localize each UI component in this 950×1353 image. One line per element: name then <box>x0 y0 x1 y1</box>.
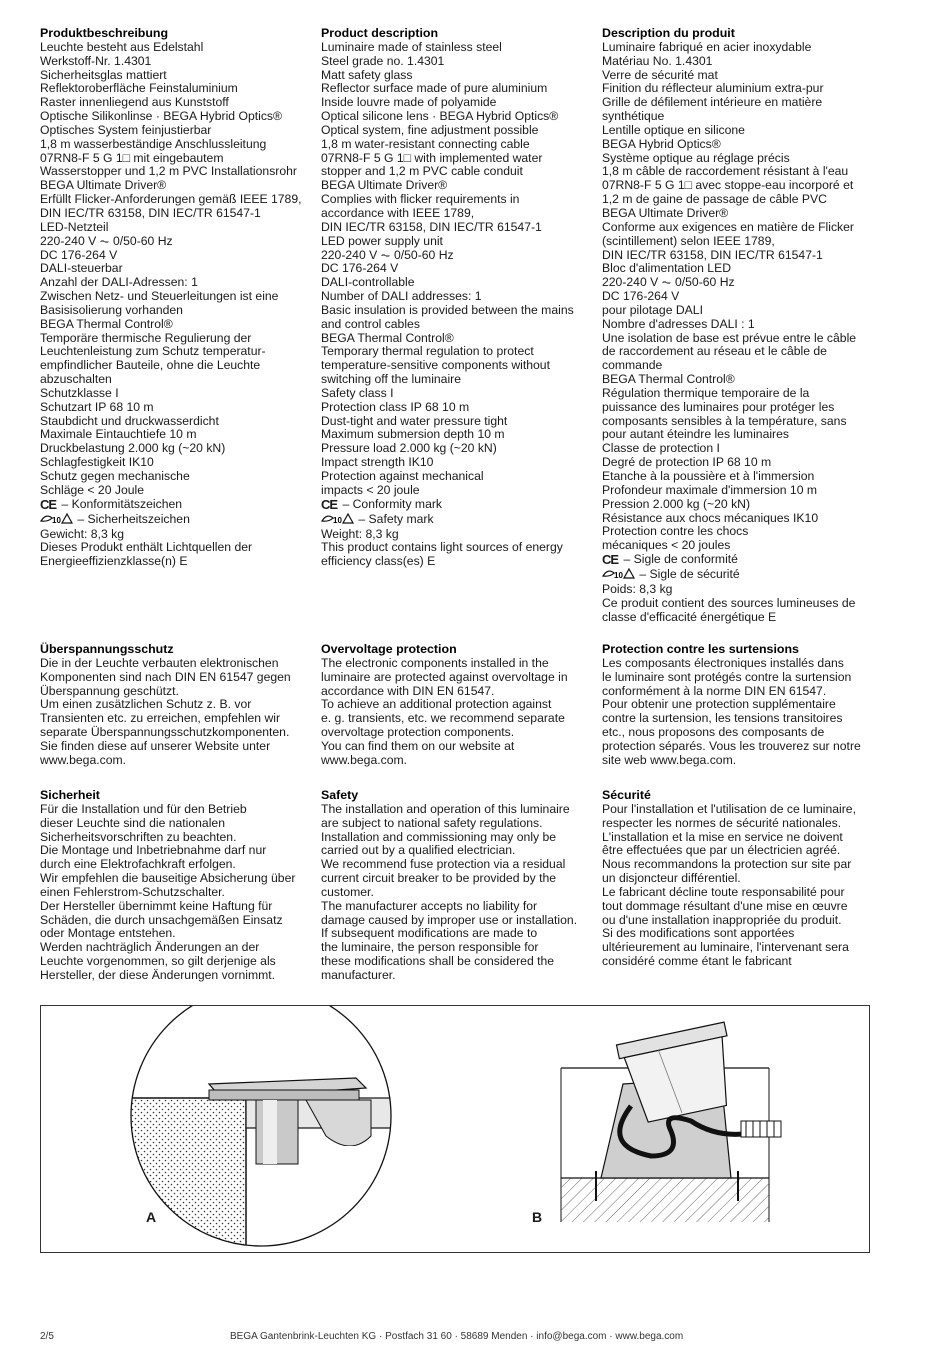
text-line: site web www.bega.com. <box>602 752 737 767</box>
text-line: Druckbelastung 2.000 kg (~20 kN) <box>40 441 226 456</box>
text-line: Weight: 8,3 kg <box>321 526 399 541</box>
text-line: Safety class I <box>321 385 394 400</box>
text-line: Reflektoroberfläche Feinstaluminium <box>40 81 238 96</box>
text-line: Staubdicht und druckwasserdicht <box>40 413 219 428</box>
overvoltage-de <box>40 643 312 768</box>
text-line: Système optique au réglage précis <box>602 150 790 165</box>
text-line: BEGA Thermal Control® <box>602 372 735 387</box>
page-number: 2/5 <box>40 1331 54 1342</box>
text-line: Basic insulation is provided between the mains <box>321 302 574 317</box>
text-line: 1,8 m water-resistant connecting cable <box>321 136 530 151</box>
text-line: pour autant éteindre les luminaires <box>602 427 789 442</box>
text-line: être effectuées que par un électricien agréé. <box>602 843 841 858</box>
detail-b-drawing <box>561 1022 781 1222</box>
text-line: Si des modifications sont apportées <box>602 926 795 941</box>
text-line: Etanche à la poussière et à l'immersion <box>602 469 815 483</box>
text-line: (scintillement) selon IEEE 1789, <box>602 233 775 248</box>
text-line: Basisisolierung vorhanden <box>40 302 183 317</box>
text-line: impacts < 20 joule <box>321 482 420 497</box>
text-line: Nombre d'adresses DALI : 1 <box>602 316 755 331</box>
text-line: ultérieurement au luminaire, l'intervenant sera <box>602 940 849 955</box>
section-title: Produktbeschreibung <box>40 26 169 40</box>
text-line: 1,8 m wasserbeständige Anschlussleitung <box>40 136 267 151</box>
text-line: Wir empfehlen die bauseitige Absicherung über <box>40 871 296 886</box>
text-line: Schäden, die durch unsachgemäßen Einsatz <box>40 912 283 927</box>
text-line: respecter les normes de sécurité nationales. <box>602 815 842 830</box>
overvoltage-fr <box>602 643 874 768</box>
text-line: Schutzklasse I <box>40 385 119 400</box>
text-line: Finition du réflecteur aluminium extra-pur <box>602 81 824 96</box>
text-line: empfindlicher Bauteile, ohne die Leuchte <box>40 358 261 373</box>
text-line: pour pilotage DALI <box>602 302 703 317</box>
text-line: Komponenten sind nach DIN EN 61547 gegen <box>40 669 291 684</box>
text-line: You can find them on our website at <box>321 738 515 753</box>
text-line: Poids: 8,3 kg <box>602 581 673 596</box>
section-title: Protection contre les surtensions <box>602 642 799 656</box>
text-line: Hersteller, der diese Änderungen vornimmt. <box>40 967 276 982</box>
text-line: considéré comme étant le fabricant <box>602 954 792 969</box>
text-line: Une isolation de base est prévue entre le câble <box>602 330 857 345</box>
text-line: This product contains light sources of energy <box>321 540 563 555</box>
text-line: luminaire are protected against overvoltage in <box>321 669 568 684</box>
text-line: Luminaire made of stainless steel <box>321 39 502 54</box>
text-line: Schläge < 20 Joule <box>40 482 145 497</box>
text-line: Schutzart IP 68 10 m <box>40 399 154 414</box>
text-line: Conforme aux exigences en matière de Flicker <box>602 219 854 234</box>
text-lines <box>602 803 874 969</box>
text-line: DIN IEC/TR 63158, DIN IEC/TR 61547-1 <box>40 205 261 220</box>
text-line: The installation and operation of this luminaire <box>321 801 570 816</box>
svg-text:10: 10 <box>333 515 342 524</box>
text-line: DALI-steuerbar <box>40 261 123 276</box>
text-line: Temporäre thermische Regulierung der <box>40 330 252 345</box>
text-line: Transienten etc. zu erreichen, empfehlen wir <box>40 711 281 726</box>
figure-label-b: B <box>532 1209 543 1225</box>
text-line: Installation and commissioning may only be <box>321 829 557 844</box>
text-line: efficiency class(es) E <box>321 554 436 569</box>
text-line: protection séparés. Vous les trouverez sur notre <box>602 738 861 753</box>
text-line: etc., nous proposons des composants de <box>602 725 825 740</box>
text-lines <box>40 803 312 983</box>
text-line: de raccordement au réseau et le câble de <box>602 344 827 359</box>
text-line: Inside louvre made of polyamide <box>321 95 497 110</box>
text-line: synthétique <box>602 109 665 124</box>
text-line: switching off the luminaire <box>321 372 462 387</box>
text-line: LED power supply unit <box>321 233 443 248</box>
text-line: damage caused by improper use or installation. <box>321 912 578 927</box>
tail-lines <box>321 528 593 570</box>
text-line: current circuit breaker to be provided by the <box>321 871 557 886</box>
text-line: stopper and 1,2 m PVC cable conduit <box>321 164 523 179</box>
text-line: carried out by a qualified electrician. <box>321 843 516 858</box>
text-line: Verre de sécurité mat <box>602 67 718 82</box>
text-line: Reflector surface made of pure aluminium <box>321 81 548 96</box>
text-line: 220-240 V ⏦ 0/50-60 Hz <box>602 275 735 290</box>
text-line: Régulation thermique temporaire de la <box>602 385 810 400</box>
text-line: Pour l'installation et l'utilisation de ce luminaire, <box>602 801 856 816</box>
text-line: L'installation et la mise en service ne doivent <box>602 829 843 844</box>
text-line: puissance des luminaires pour protéger les <box>602 399 835 414</box>
text-line: www.bega.com. <box>40 752 127 767</box>
text-line: Leuchte besteht aus Edelstahl <box>40 39 204 54</box>
text-line: tout dommage résultant d'une mise en œuvre <box>602 898 848 913</box>
text-line: 07RN8-F 5 G 1□ with implemented water <box>321 150 543 165</box>
enec-safety-mark-icon <box>602 567 636 583</box>
text-line: Temporary thermal regulation to protect <box>321 344 534 359</box>
text-line: We recommend fuse protection via a residual <box>321 857 566 872</box>
text-line: Schlagfestigkeit IK10 <box>40 455 154 470</box>
text-line: Matt safety glass <box>321 67 413 82</box>
text-lines <box>321 41 593 498</box>
text-line: the luminaire, the person responsible for <box>321 940 539 955</box>
ce-mark-icon: CE <box>602 552 619 568</box>
text-line: To achieve an additional protection against <box>321 697 552 712</box>
text-line: Schutz gegen mechanische <box>40 469 190 483</box>
text-line: Protection class IP 68 10 m <box>321 399 470 414</box>
text-line: BEGA Thermal Control® <box>40 316 173 331</box>
text-line: these modifications shall be considered the <box>321 954 555 969</box>
text-line: DC 176-264 V <box>602 289 680 304</box>
section-title: Overvoltage protection <box>321 642 457 656</box>
product-description-fr <box>602 27 874 624</box>
svg-text:10: 10 <box>614 571 623 580</box>
svg-text:10: 10 <box>52 515 61 524</box>
text-line: overvoltage protection components. <box>321 725 515 740</box>
text-line: DC 176-264 V <box>321 261 399 276</box>
installation-figure <box>40 1005 870 1253</box>
text-line: einen Fehlerstrom-Schutzschalter. <box>40 884 225 899</box>
text-line: Nous recommandons la protection sur site par <box>602 857 852 872</box>
text-line: 07RN8-F 5 G 1□ avec stoppe-eau incorporé et <box>602 178 854 193</box>
text-line: Wasserstopper und 1,2 m PVC Installationsrohr <box>40 164 297 179</box>
text-line: Classe de protection I <box>602 441 720 456</box>
text-line: BEGA Hybrid Optics® <box>602 136 721 151</box>
text-line: le luminaire sont protégés contre la surtension <box>602 669 852 684</box>
text-line: Optisches System feinjustierbar <box>40 122 212 137</box>
text-line: commande <box>602 358 663 373</box>
text-line: Protection contre les chocs <box>602 524 749 539</box>
text-line: accordance with DIN EN 61547. <box>321 683 495 698</box>
text-line: Für die Installation und für den Betrieb <box>40 801 247 816</box>
text-line: manufacturer. <box>321 967 396 982</box>
text-line: LED-Netzteil <box>40 219 109 234</box>
text-line: Optical system, fine adjustment possible <box>321 122 539 137</box>
text-line: Protection against mechanical <box>321 469 484 483</box>
text-line: Raster innenliegend aus Kunststoff <box>40 95 229 110</box>
text-line: Degré de protection IP 68 10 m <box>602 455 772 470</box>
safety-mark-line: 10 – Sicherheitszeichen <box>40 512 312 528</box>
text-line: separate Überspannungsschutzkomponenten. <box>40 725 290 740</box>
text-line: www.bega.com. <box>321 752 408 767</box>
text-line: 220-240 V ⏦ 0/50-60 Hz <box>321 247 454 262</box>
product-description-en <box>321 27 593 569</box>
text-line: BEGA Thermal Control® <box>321 330 454 345</box>
text-line: Leuchte vorgenommen, so gilt derjenige als <box>40 954 276 969</box>
text-line: Sie finden diese auf unserer Website unter <box>40 738 271 753</box>
text-line: classe d'efficacité énergétique E <box>602 609 777 624</box>
section-title: Description du produit <box>602 26 735 40</box>
text-line: composants sensibles à la température, sans <box>602 413 847 428</box>
text-line: Le fabricant décline toute responsabilité pour <box>602 884 845 899</box>
safety-de <box>40 789 312 983</box>
text-line: Complies with flicker requirements in <box>321 192 520 207</box>
text-line: durch eine Elektrofachkraft erfolgen. <box>40 857 236 872</box>
section-title: Safety <box>321 788 359 802</box>
safety-mark-line: 10 – Safety mark <box>321 512 593 528</box>
text-line: temperature-sensitive components without <box>321 358 550 373</box>
text-line: Der Hersteller übernimmt keine Haftung für <box>40 898 273 913</box>
text-line: Dust-tight and water pressure tight <box>321 413 508 428</box>
text-line: BEGA Ultimate Driver® <box>40 178 167 193</box>
text-line: DC 176-264 V <box>40 247 118 262</box>
text-line: Les composants électroniques installés dans <box>602 655 844 670</box>
conformity-mark-line: CE – Conformity mark <box>321 496 443 512</box>
section-title: Sécurité <box>602 788 651 802</box>
text-line: Optical silicone lens · BEGA Hybrid Optics® <box>321 109 559 124</box>
safety-fr <box>602 789 874 969</box>
text-lines <box>321 657 593 768</box>
enec-safety-mark-icon <box>321 512 355 528</box>
enec-safety-mark-icon <box>40 512 74 528</box>
text-line: Zwischen Netz- und Steuerleitungen ist eine <box>40 289 279 304</box>
text-line: Ce produit contient des sources lumineuses de <box>602 595 856 610</box>
overvoltage-en <box>321 643 593 768</box>
ce-mark-icon: CE <box>40 496 57 512</box>
figure-label-a: A <box>146 1209 157 1225</box>
text-line: Die in der Leuchte verbauten elektronischen <box>40 655 279 670</box>
conformity-mark-line: CE – Konformitätszeichen <box>40 496 183 512</box>
text-line: Maximum submersion depth 10 m <box>321 427 505 442</box>
section-title: Überspannungsschutz <box>40 642 174 656</box>
text-line: The manufacturer accepts no liability for <box>321 898 538 913</box>
text-lines <box>40 657 312 768</box>
text-line: 1,2 m de gaine de passage de câble PVC <box>602 192 827 207</box>
text-line: DIN IEC/TR 63158, DIN IEC/TR 61547-1 <box>602 247 823 262</box>
text-line: are subject to national safety regulations. <box>321 815 543 830</box>
section-title: Product description <box>321 26 439 40</box>
text-lines <box>602 41 874 553</box>
text-line: Pressure load 2.000 kg (~20 kN) <box>321 441 497 456</box>
text-line: Die Montage und Inbetriebnahme darf nur <box>40 843 267 858</box>
text-line: Lentille optique en silicone <box>602 122 745 137</box>
text-line: Sicherheitsglas mattiert <box>40 67 167 82</box>
text-line: and control cables <box>321 316 420 331</box>
safety-en <box>321 789 593 983</box>
text-lines <box>602 657 874 768</box>
text-line: DALI-controllable <box>321 275 415 290</box>
text-line: conformément à la norme DIN EN 61547. <box>602 683 827 698</box>
text-line: mécaniques < 20 joules <box>602 538 731 553</box>
text-line: Profondeur maximale d'immersion 10 m <box>602 482 818 497</box>
detail-a-drawing <box>121 1078 411 1252</box>
text-line: Dieses Produkt enthält Lichtquellen der <box>40 540 253 555</box>
text-line: Werden nachträglich Änderungen an der <box>40 940 260 955</box>
product-description-de <box>40 27 312 569</box>
text-line: If subsequent modifications are made to <box>321 926 538 941</box>
text-line: Luminaire fabriqué en acier inoxydable <box>602 39 812 54</box>
text-line: Grille de défilement intérieure en matière <box>602 95 823 110</box>
text-line: The electronic components installed in the <box>321 655 549 670</box>
text-line: contre la surtension, les tensions transitoires <box>602 711 843 726</box>
safety-mark-line: 10 – Sigle de sécurité <box>602 567 874 583</box>
text-line: 1,8 m câble de raccordement résistant à l'eau <box>602 164 849 179</box>
text-lines <box>321 803 593 983</box>
text-line: Leuchtenleistung zum Schutz temperatur- <box>40 344 266 359</box>
text-line: Sicherheitsvorschriften zu beachten. <box>40 829 237 844</box>
ce-mark-icon: CE <box>321 496 338 512</box>
text-line: BEGA Ultimate Driver® <box>602 205 729 220</box>
text-line: Matériau No. 1.4301 <box>602 53 713 68</box>
text-line: Pression 2.000 kg (~20 kN) <box>602 496 751 511</box>
text-line: 220-240 V ⏦ 0/50-60 Hz <box>40 233 173 248</box>
text-lines <box>40 41 312 498</box>
text-line: accordance with IEEE 1789, <box>321 205 475 220</box>
text-line: Bloc d'alimentation LED <box>602 261 732 276</box>
text-line: 07RN8-F 5 G 1□ mit eingebautem <box>40 150 224 165</box>
text-line: Um einen zusätzlichen Schutz z. B. vor <box>40 697 252 712</box>
text-line: Werkstoff-Nr. 1.4301 <box>40 53 152 68</box>
installation-drawing <box>41 1006 869 1252</box>
text-line: Energieeffizienzklasse(n) E <box>40 554 188 569</box>
tail-lines <box>602 583 874 625</box>
text-line: dieser Leuchte sind die nationalen <box>40 815 225 830</box>
tail-lines <box>40 528 312 570</box>
text-line: Gewicht: 8,3 kg <box>40 526 124 541</box>
footer-address: BEGA Gantenbrink-Leuchten KG · Postfach 31 60 · 58689 Menden · info@bega.com · www.bega.com <box>230 1331 684 1342</box>
text-line: Überspannung geschützt. <box>40 683 179 698</box>
text-line: Maximale Eintauchtiefe 10 m <box>40 427 197 442</box>
text-line: abzuschalten <box>40 372 112 387</box>
text-line: customer. <box>321 884 374 899</box>
text-line: Impact strength IK10 <box>321 455 434 470</box>
conformity-mark-line: CE – Sigle de conformité <box>602 552 738 568</box>
section-title: Sicherheit <box>40 788 100 802</box>
text-line: Erfüllt Flicker-Anforderungen gemäß IEEE 1789, <box>40 192 302 207</box>
text-line: Number of DALI addresses: 1 <box>321 289 482 304</box>
text-line: Steel grade no. 1.4301 <box>321 53 445 68</box>
text-line: ou d'une installation inappropriée du produit. <box>602 912 842 927</box>
text-line: e. g. transients, etc. we recommend separate <box>321 711 565 726</box>
text-line: DIN IEC/TR 63158, DIN IEC/TR 61547-1 <box>321 219 542 234</box>
text-line: Anzahl der DALI-Adressen: 1 <box>40 275 198 290</box>
text-line: un disjoncteur différentiel. <box>602 871 741 886</box>
text-line: oder Montage entstehen. <box>40 926 176 941</box>
text-line: Optische Silikonlinse · BEGA Hybrid Optics® <box>40 109 282 124</box>
text-line: Pour obtenir une protection supplémentaire <box>602 697 836 712</box>
text-line: BEGA Ultimate Driver® <box>321 178 448 193</box>
text-line: Résistance aux chocs mécaniques IK10 <box>602 510 819 525</box>
